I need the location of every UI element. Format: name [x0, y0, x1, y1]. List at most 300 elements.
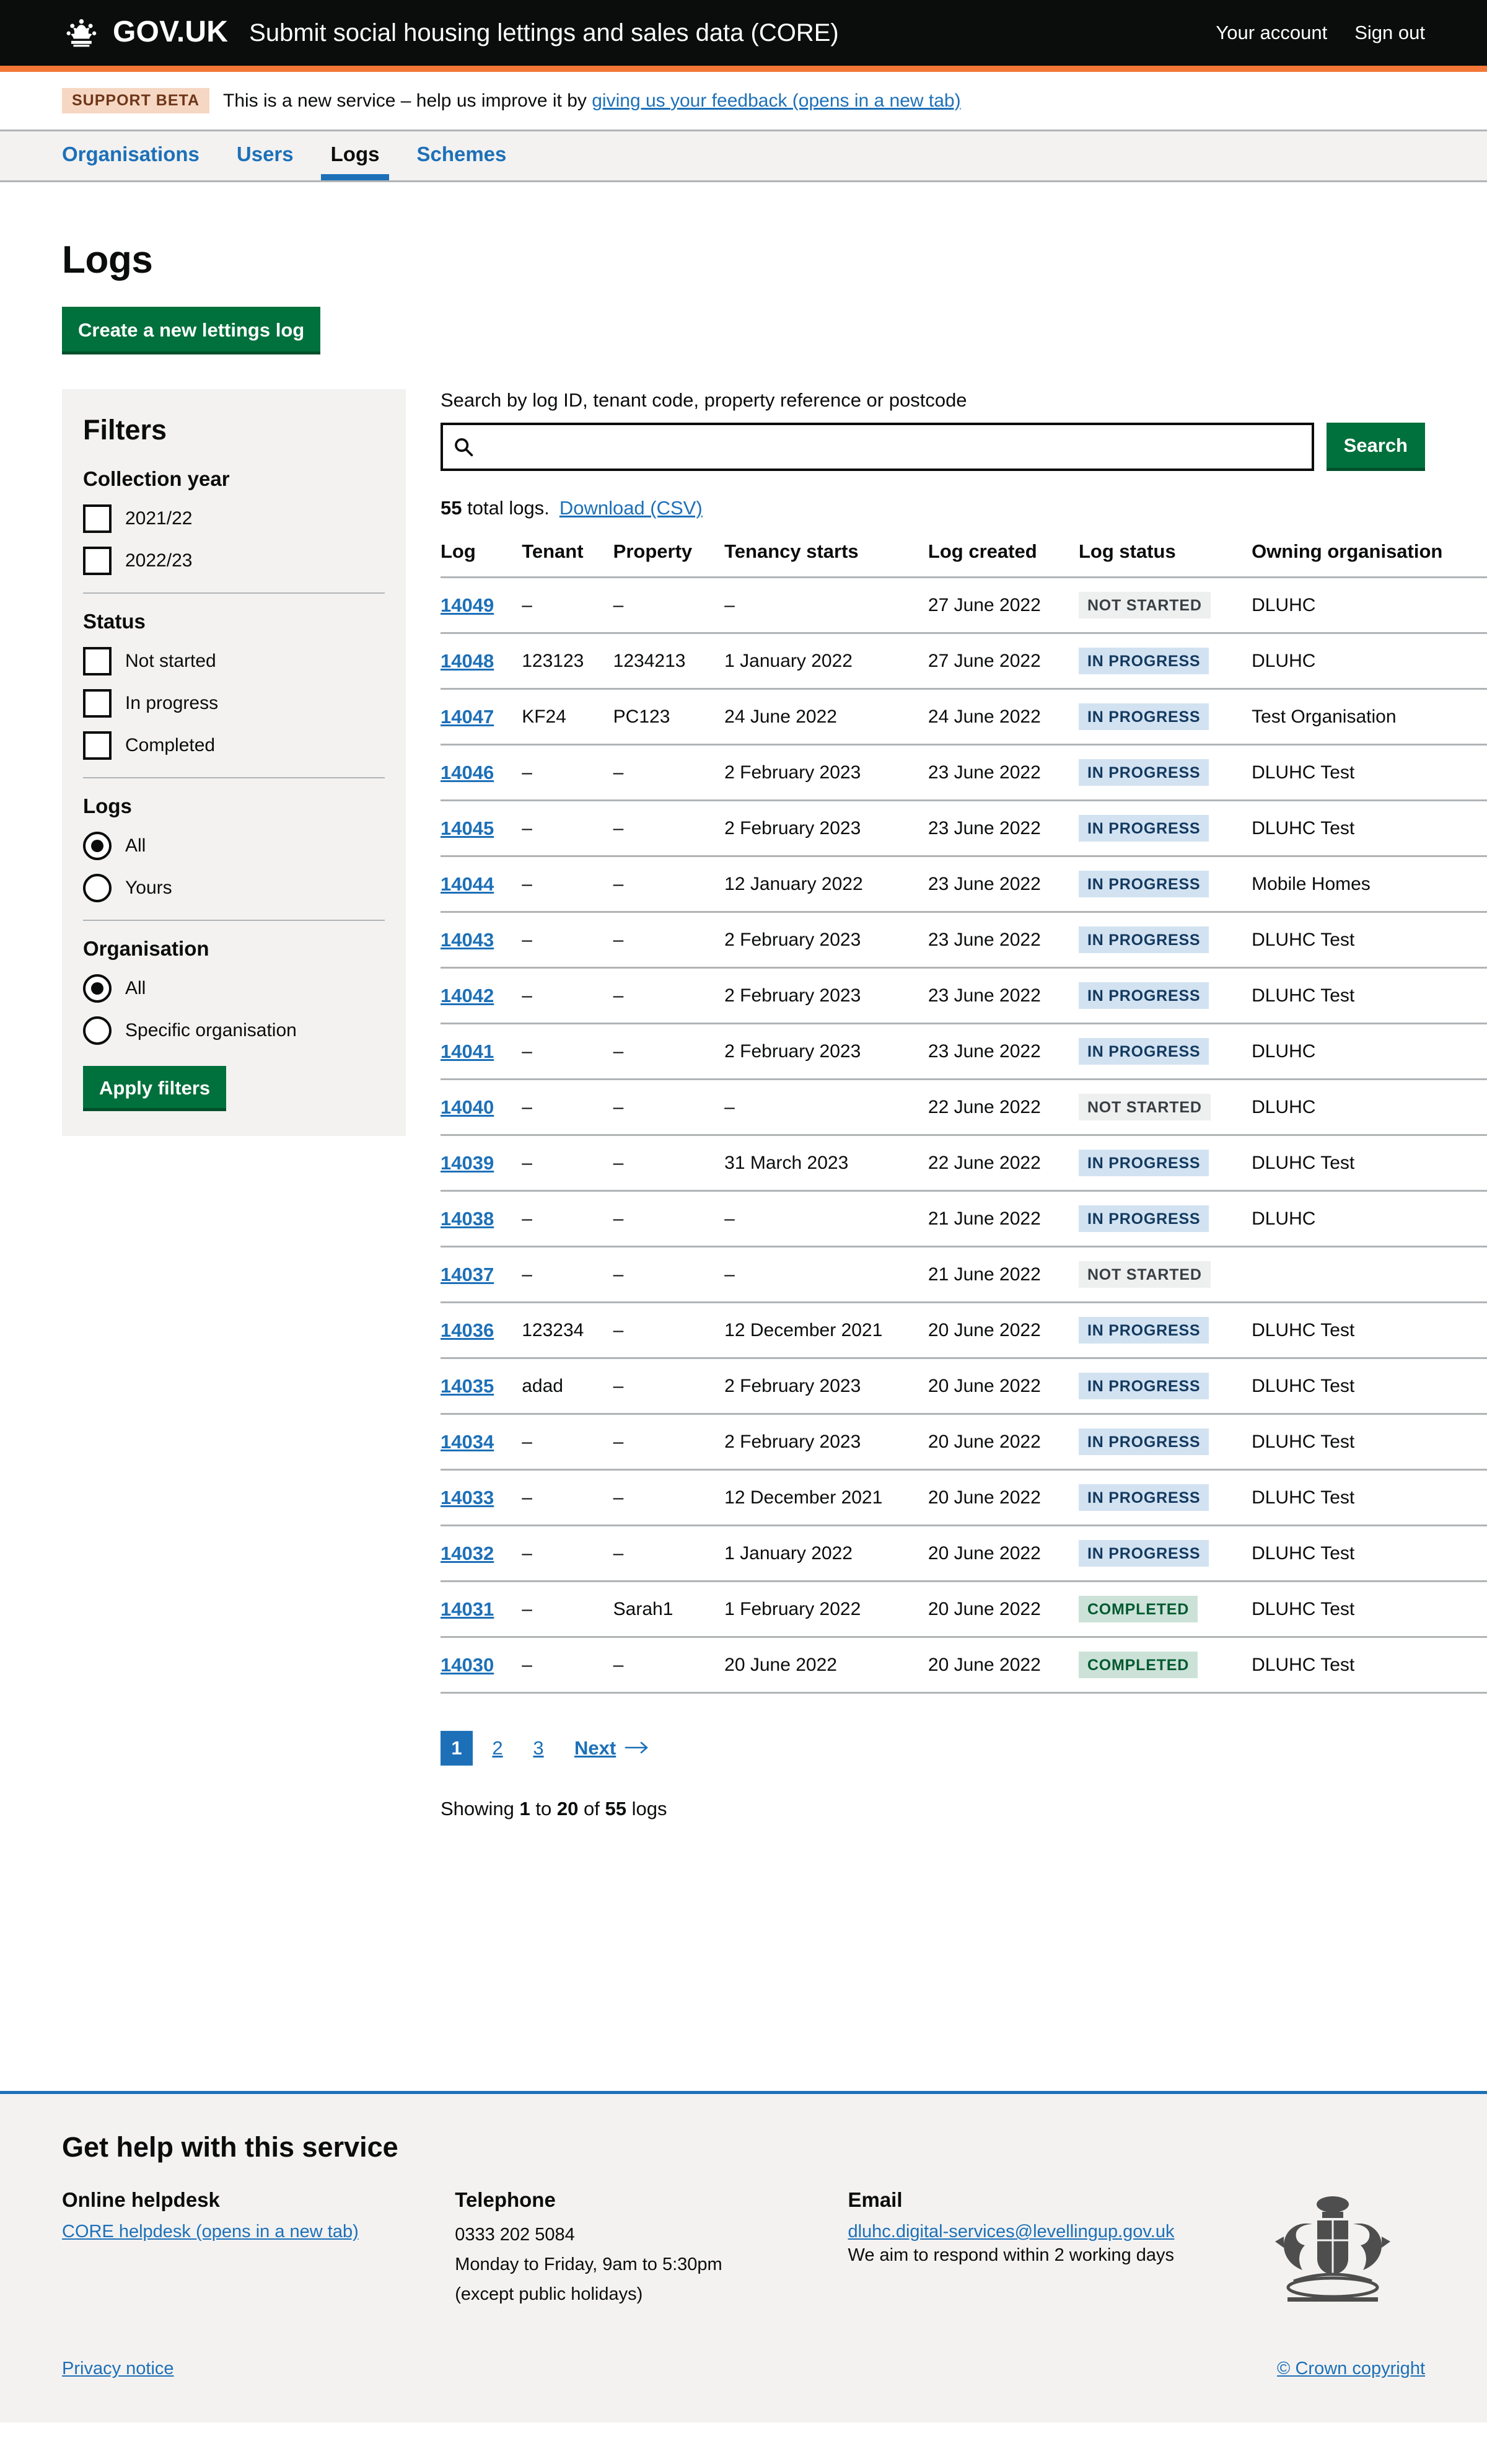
status-badge: NOT STARTED — [1079, 592, 1211, 618]
log-id-link[interactable]: 14031 — [441, 1598, 494, 1620]
cell-log-created: 20 June 2022 — [928, 1470, 1079, 1526]
filter-legend-collection-year: Collection year — [83, 467, 230, 490]
cell-tenancy-starts: 1 January 2022 — [724, 1526, 928, 1582]
sign-out-link[interactable]: Sign out — [1354, 22, 1425, 43]
status-badge: COMPLETED — [1079, 1596, 1198, 1622]
pagination-page-1[interactable]: 1 — [441, 1731, 473, 1766]
cell-log-status — [1079, 1191, 1252, 1247]
column-header-tenancy-starts: Tenancy starts — [724, 540, 928, 578]
table-row — [441, 1526, 1487, 1582]
cell-tenant: – — [522, 1080, 613, 1135]
filter-divider — [83, 777, 385, 778]
service-name-link[interactable]: Submit social housing lettings and sales data (CORE) — [249, 19, 839, 46]
log-id-link[interactable]: 14032 — [441, 1542, 494, 1564]
cell-owning-organisation: DLUHC Test — [1252, 1303, 1487, 1358]
status-badge: IN PROGRESS — [1079, 982, 1209, 1009]
cell-log-created: 22 June 2022 — [928, 1080, 1079, 1135]
beta-orange-bar — [0, 66, 1487, 72]
cell-owning-organisation: DLUHC Test — [1252, 745, 1487, 801]
checkbox-label: 2022/23 — [125, 550, 193, 571]
log-id-link[interactable]: 14049 — [441, 594, 494, 616]
footer-col-helpdesk — [62, 2188, 455, 2321]
cell-tenant: – — [522, 968, 613, 1024]
table-row — [441, 1247, 1487, 1303]
privacy-notice-link[interactable]: Privacy notice — [62, 2359, 174, 2378]
crown-icon — [62, 19, 102, 47]
table-row — [441, 1303, 1487, 1358]
cell-tenancy-starts: – — [724, 1191, 928, 1247]
cell-tenant: – — [522, 1247, 613, 1303]
cell-property: – — [613, 1247, 724, 1303]
content-row — [62, 389, 1443, 1820]
results-summary — [441, 497, 1425, 519]
cell-tenant: – — [522, 912, 613, 968]
cell-property: 1234213 — [613, 633, 724, 689]
cell-log-status — [1079, 1637, 1252, 1693]
cell-owning-organisation: DLUHC Test — [1252, 1637, 1487, 1693]
checkbox-label: Not started — [125, 651, 216, 671]
footer-telephone-title: Telephone — [455, 2188, 556, 2211]
radio-label: Specific organisation — [125, 1020, 297, 1041]
nav-item-users[interactable]: Users — [236, 142, 294, 165]
status-badge: IN PROGRESS — [1079, 1150, 1209, 1176]
table-row — [441, 1024, 1487, 1080]
total-logs-label: total logs. — [467, 497, 550, 519]
cell-owning-organisation — [1252, 1247, 1487, 1303]
cell-tenancy-starts: 12 January 2022 — [724, 856, 928, 912]
status-badge: IN PROGRESS — [1079, 703, 1209, 730]
cell-log — [441, 1414, 522, 1470]
radio-circle-icon — [83, 874, 112, 902]
checkbox-box-icon — [83, 547, 112, 575]
table-row — [441, 633, 1487, 689]
cell-tenancy-starts: 2 February 2023 — [724, 801, 928, 856]
status-badge: IN PROGRESS — [1079, 1428, 1209, 1455]
cell-owning-organisation: Test Organisation — [1252, 689, 1487, 745]
cell-tenancy-starts: 2 February 2023 — [724, 912, 928, 968]
cell-owning-organisation: DLUHC Test — [1252, 1526, 1487, 1582]
log-id-link[interactable]: 14041 — [441, 1040, 494, 1062]
cell-property: – — [613, 1637, 724, 1693]
cell-tenant: adad — [522, 1358, 613, 1414]
log-id-link[interactable]: 14042 — [441, 984, 494, 1006]
table-row — [441, 912, 1487, 968]
create-new-lettings-log-button[interactable]: Create a new lettings log — [62, 307, 320, 354]
nav-item-schemes[interactable]: Schemes — [416, 142, 507, 165]
cell-log-created: 27 June 2022 — [928, 578, 1079, 633]
showing-of-word: of — [584, 1798, 600, 1819]
footer-email-note: We aim to respond within 2 working days — [848, 2245, 1175, 2265]
cell-property: – — [613, 1024, 724, 1080]
phase-tag: SUPPORT BETA — [62, 88, 209, 113]
status-badge: IN PROGRESS — [1079, 1373, 1209, 1399]
total-logs-text — [441, 497, 550, 519]
table-row — [441, 1470, 1487, 1526]
cell-owning-organisation: DLUHC Test — [1252, 1414, 1487, 1470]
checkbox-status-not-started[interactable] — [83, 647, 385, 675]
logs-table-head — [441, 540, 1487, 578]
page-title: Logs — [62, 239, 153, 281]
cell-tenant: – — [522, 1582, 613, 1637]
log-id-link[interactable]: 14048 — [441, 649, 494, 672]
cell-tenant: – — [522, 1024, 613, 1080]
column-header-owning-organisation: Owning organisation — [1252, 540, 1487, 578]
status-badge: NOT STARTED — [1079, 1261, 1211, 1288]
status-badge: IN PROGRESS — [1079, 815, 1209, 842]
status-badge: IN PROGRESS — [1079, 648, 1209, 674]
cell-log — [441, 912, 522, 968]
cell-log — [441, 1135, 522, 1191]
log-id-link[interactable]: 14036 — [441, 1319, 494, 1341]
showing-to: 20 — [556, 1798, 579, 1819]
showing-prefix: Showing — [441, 1798, 514, 1819]
cell-property: – — [613, 1470, 724, 1526]
table-row — [441, 968, 1487, 1024]
table-header-row — [441, 540, 1487, 578]
cell-log — [441, 1582, 522, 1637]
cell-tenancy-starts: 24 June 2022 — [724, 689, 928, 745]
cell-tenant: – — [522, 1470, 613, 1526]
cell-log-status — [1079, 1414, 1252, 1470]
cell-tenant: – — [522, 1414, 613, 1470]
cell-log-created: 23 June 2022 — [928, 856, 1079, 912]
cell-log-status — [1079, 801, 1252, 856]
checkbox-status-in-progress[interactable] — [83, 689, 385, 718]
cell-log-created: 27 June 2022 — [928, 633, 1079, 689]
cell-tenancy-starts: 2 February 2023 — [724, 1414, 928, 1470]
cell-tenancy-starts: 31 March 2023 — [724, 1135, 928, 1191]
search-box — [441, 423, 1314, 471]
cell-tenancy-starts: 2 February 2023 — [724, 968, 928, 1024]
nav-item-organisations[interactable]: Organisations — [62, 142, 200, 165]
checkbox-box-icon — [83, 689, 112, 718]
cell-log-created: 20 June 2022 — [928, 1526, 1079, 1582]
status-badge: IN PROGRESS — [1079, 926, 1209, 953]
checkbox-box-icon — [83, 731, 112, 760]
download-csv-link[interactable]: Download (CSV) — [559, 497, 703, 519]
logs-table — [441, 540, 1487, 1694]
column-header-property: Property — [613, 540, 724, 578]
log-id-link[interactable]: 14035 — [441, 1375, 494, 1397]
logs-table-body — [441, 578, 1487, 1693]
cell-tenant: KF24 — [522, 689, 613, 745]
table-row — [441, 1414, 1487, 1470]
search-button[interactable]: Search — [1327, 423, 1425, 471]
log-id-link[interactable]: 14040 — [441, 1096, 494, 1118]
footer-helpdesk-title: Online helpdesk — [62, 2188, 220, 2211]
cell-log — [441, 1358, 522, 1414]
checkbox-collection-year-2021-22[interactable] — [83, 504, 385, 533]
radio-organisation-all[interactable] — [83, 974, 385, 1003]
log-id-link[interactable]: 14037 — [441, 1263, 494, 1285]
cell-property: – — [613, 856, 724, 912]
cell-property: – — [613, 968, 724, 1024]
footer-bottom — [62, 2359, 1425, 2379]
cell-log-status — [1079, 1358, 1252, 1414]
cell-tenant: – — [522, 1526, 613, 1582]
cell-log-created: 21 June 2022 — [928, 1247, 1079, 1303]
pagination-page-3[interactable]: 3 — [533, 1737, 544, 1759]
log-id-link[interactable]: 14046 — [441, 761, 494, 783]
cell-tenant: – — [522, 578, 613, 633]
cell-log-status — [1079, 856, 1252, 912]
core-helpdesk-link[interactable]: CORE helpdesk (opens in a new tab) — [62, 2222, 359, 2242]
search-row — [441, 423, 1425, 471]
cell-property: – — [613, 745, 724, 801]
log-id-link[interactable]: 14039 — [441, 1151, 494, 1174]
cell-owning-organisation: DLUHC Test — [1252, 1582, 1487, 1637]
cell-log-status — [1079, 1470, 1252, 1526]
footer-col-email — [848, 2188, 1240, 2321]
royal-crest-icon — [1241, 2188, 1425, 2321]
cell-owning-organisation: DLUHC — [1252, 633, 1487, 689]
table-row — [441, 1637, 1487, 1693]
cell-property: – — [613, 1080, 724, 1135]
cell-owning-organisation: DLUHC Test — [1252, 1358, 1487, 1414]
cell-property: Sarah1 — [613, 1582, 724, 1637]
cell-property: – — [613, 1526, 724, 1582]
cell-log-created: 23 June 2022 — [928, 745, 1079, 801]
cell-log-created: 20 June 2022 — [928, 1414, 1079, 1470]
log-id-link[interactable]: 14045 — [441, 817, 494, 839]
filter-group-organisation — [83, 937, 385, 1045]
table-row — [441, 578, 1487, 633]
cell-tenant: – — [522, 856, 613, 912]
cell-log-status — [1079, 1582, 1252, 1637]
search-label: Search by log ID, tenant code, property reference or postcode — [441, 389, 967, 411]
search-input[interactable] — [441, 423, 1314, 471]
footer-telephone-hours: Monday to Friday, 9am to 5:30pm — [455, 2255, 722, 2275]
filter-legend-organisation: Organisation — [83, 937, 209, 960]
cell-log-status — [1079, 1024, 1252, 1080]
crown-copyright-link[interactable]: © Crown copyright — [1277, 2359, 1425, 2378]
cell-tenant: – — [522, 1135, 613, 1191]
showing-total: 55 — [605, 1798, 626, 1819]
cell-log-created: 23 June 2022 — [928, 801, 1079, 856]
radio-circle-icon — [83, 974, 112, 1003]
govuk-logo-text[interactable]: GOV.UK — [113, 15, 229, 48]
cell-log-created: 20 June 2022 — [928, 1582, 1079, 1637]
nav-item-logs[interactable]: Logs — [321, 134, 390, 180]
status-badge: IN PROGRESS — [1079, 1484, 1209, 1511]
radio-organisation-specific[interactable] — [83, 1016, 385, 1045]
cell-owning-organisation: DLUHC Test — [1252, 968, 1487, 1024]
log-id-link[interactable]: 14034 — [441, 1430, 494, 1453]
cell-property: – — [613, 1135, 724, 1191]
footer-columns — [62, 2188, 1425, 2321]
filter-legend-status: Status — [83, 610, 146, 633]
table-row — [441, 1358, 1487, 1414]
cell-owning-organisation: DLUHC — [1252, 1191, 1487, 1247]
cell-log-status — [1079, 1247, 1252, 1303]
cell-log-created: 20 June 2022 — [928, 1303, 1079, 1358]
column-header-log-status: Log status — [1079, 540, 1252, 578]
cell-property: – — [613, 1191, 724, 1247]
cell-log-status — [1079, 968, 1252, 1024]
cell-log — [441, 633, 522, 689]
cell-log — [441, 1637, 522, 1693]
showing-summary — [441, 1798, 1425, 1820]
cell-log-status — [1079, 1135, 1252, 1191]
cell-property: – — [613, 1358, 724, 1414]
log-id-link[interactable]: 14038 — [441, 1207, 494, 1230]
status-badge: IN PROGRESS — [1079, 1540, 1209, 1567]
cell-log — [441, 1526, 522, 1582]
footer-heading: Get help with this service — [62, 2131, 398, 2163]
cell-property: – — [613, 801, 724, 856]
cell-tenancy-starts: 2 February 2023 — [724, 1024, 928, 1080]
cell-log — [441, 1470, 522, 1526]
cell-log-created: 20 June 2022 — [928, 1358, 1079, 1414]
cell-log — [441, 1247, 522, 1303]
cell-tenant: – — [522, 745, 613, 801]
cell-owning-organisation: DLUHC Test — [1252, 912, 1487, 968]
pagination-page-2[interactable]: 2 — [492, 1737, 503, 1759]
cell-log-status — [1079, 1080, 1252, 1135]
status-badge: COMPLETED — [1079, 1652, 1198, 1678]
cell-log — [441, 1024, 522, 1080]
phase-banner-message: This is a new service – help us improve it by — [223, 90, 587, 111]
table-row — [441, 1080, 1487, 1135]
showing-from: 1 — [519, 1798, 530, 1819]
checkbox-box-icon — [83, 504, 112, 533]
pagination — [441, 1731, 1425, 1766]
checkbox-collection-year-2022-23[interactable] — [83, 547, 385, 575]
cell-tenant: – — [522, 801, 613, 856]
checkbox-label: 2021/22 — [125, 508, 193, 529]
apply-filters-button[interactable]: Apply filters — [83, 1066, 226, 1111]
cell-owning-organisation: Mobile Homes — [1252, 856, 1487, 912]
cell-tenancy-starts: – — [724, 1247, 928, 1303]
cell-log — [441, 968, 522, 1024]
cell-tenancy-starts: 20 June 2022 — [724, 1637, 928, 1693]
cell-log-status — [1079, 912, 1252, 968]
cell-log-status — [1079, 745, 1252, 801]
cell-tenant: – — [522, 1637, 613, 1693]
filter-divider — [83, 920, 385, 921]
filters-heading: Filters — [83, 414, 167, 446]
feedback-link[interactable]: giving us your feedback (opens in a new tab) — [592, 90, 961, 111]
cell-log-created: 21 June 2022 — [928, 1191, 1079, 1247]
showing-to-word: to — [535, 1798, 552, 1819]
column-header-tenant: Tenant — [522, 540, 613, 578]
radio-logs-yours[interactable] — [83, 874, 385, 902]
cell-owning-organisation: DLUHC — [1252, 1080, 1487, 1135]
cell-log — [441, 856, 522, 912]
pagination-next-button[interactable] — [574, 1737, 649, 1759]
radio-logs-all[interactable] — [83, 832, 385, 860]
cell-tenancy-starts: – — [724, 1080, 928, 1135]
results-panel — [441, 389, 1443, 1820]
your-account-link[interactable]: Your account — [1216, 22, 1328, 43]
header-brand[interactable] — [62, 17, 839, 49]
log-id-link[interactable]: 14030 — [441, 1653, 494, 1676]
cell-log-status — [1079, 633, 1252, 689]
checkbox-label: In progress — [125, 693, 219, 713]
cell-log-status — [1079, 578, 1252, 633]
phase-banner — [0, 72, 1487, 131]
checkbox-box-icon — [83, 647, 112, 675]
table-row — [441, 745, 1487, 801]
radio-circle-icon — [83, 1016, 112, 1045]
cell-owning-organisation: DLUHC Test — [1252, 1135, 1487, 1191]
table-row — [441, 1135, 1487, 1191]
total-logs-count: 55 — [441, 497, 462, 519]
phase-banner-text — [223, 90, 961, 112]
column-header-log: Log — [441, 540, 522, 578]
table-row — [441, 689, 1487, 745]
main-content — [0, 238, 1487, 2035]
cell-tenancy-starts: 12 December 2021 — [724, 1470, 928, 1526]
cell-property: – — [613, 1414, 724, 1470]
cell-tenancy-starts: 2 February 2023 — [724, 1358, 928, 1414]
radio-label: All — [125, 978, 146, 998]
cell-log-created: 20 June 2022 — [928, 1637, 1079, 1693]
status-badge: IN PROGRESS — [1079, 759, 1209, 786]
table-row — [441, 856, 1487, 912]
cell-tenant: 123234 — [522, 1303, 613, 1358]
cell-tenancy-starts: 1 February 2022 — [724, 1582, 928, 1637]
cell-tenancy-starts: 2 February 2023 — [724, 745, 928, 801]
cell-tenancy-starts: 1 January 2022 — [724, 633, 928, 689]
footer-telephone-number: 0333 202 5084 — [455, 2225, 575, 2245]
footer-telephone-note: (except public holidays) — [455, 2284, 643, 2305]
apply-filters-wrap — [83, 1066, 385, 1111]
footer-email-link[interactable]: dluhc.digital-services@levellingup.gov.uk — [848, 2222, 1175, 2242]
site-footer — [0, 2091, 1487, 2422]
cell-property: – — [613, 1303, 724, 1358]
cell-owning-organisation: DLUHC Test — [1252, 801, 1487, 856]
primary-navigation — [0, 131, 1487, 182]
crown-copyright[interactable] — [1277, 2359, 1425, 2379]
log-id-link[interactable]: 14043 — [441, 928, 494, 951]
cell-log — [441, 1080, 522, 1135]
cell-log-created: 23 June 2022 — [928, 968, 1079, 1024]
radio-circle-icon — [83, 832, 112, 860]
table-row — [441, 1191, 1487, 1247]
cell-owning-organisation: DLUHC — [1252, 1024, 1487, 1080]
cell-tenant: 123123 — [522, 633, 613, 689]
log-id-link[interactable]: 14044 — [441, 873, 494, 895]
cell-log — [441, 745, 522, 801]
radio-label: All — [125, 835, 146, 856]
cell-log-created: 24 June 2022 — [928, 689, 1079, 745]
status-badge: IN PROGRESS — [1079, 871, 1209, 897]
cell-tenant: – — [522, 1191, 613, 1247]
checkbox-label: Completed — [125, 735, 216, 755]
table-row — [441, 801, 1487, 856]
cell-log — [441, 801, 522, 856]
status-badge: IN PROGRESS — [1079, 1317, 1209, 1344]
header-account-links — [1216, 22, 1425, 44]
cell-property: PC123 — [613, 689, 724, 745]
filter-group-collection-year — [83, 467, 385, 575]
checkbox-status-completed[interactable] — [83, 731, 385, 760]
filter-legend-logs: Logs — [83, 794, 132, 817]
cell-log-status — [1079, 689, 1252, 745]
cell-log — [441, 1303, 522, 1358]
cell-property: – — [613, 912, 724, 968]
log-id-link[interactable]: 14033 — [441, 1486, 494, 1508]
showing-suffix: logs — [631, 1798, 667, 1819]
cell-log-status — [1079, 1303, 1252, 1358]
cell-owning-organisation: DLUHC Test — [1252, 1470, 1487, 1526]
filter-group-logs — [83, 794, 385, 902]
log-id-link[interactable]: 14047 — [441, 705, 494, 728]
cell-log-created: 23 June 2022 — [928, 1024, 1079, 1080]
footer-email-title: Email — [848, 2188, 903, 2211]
site-header — [0, 0, 1487, 66]
